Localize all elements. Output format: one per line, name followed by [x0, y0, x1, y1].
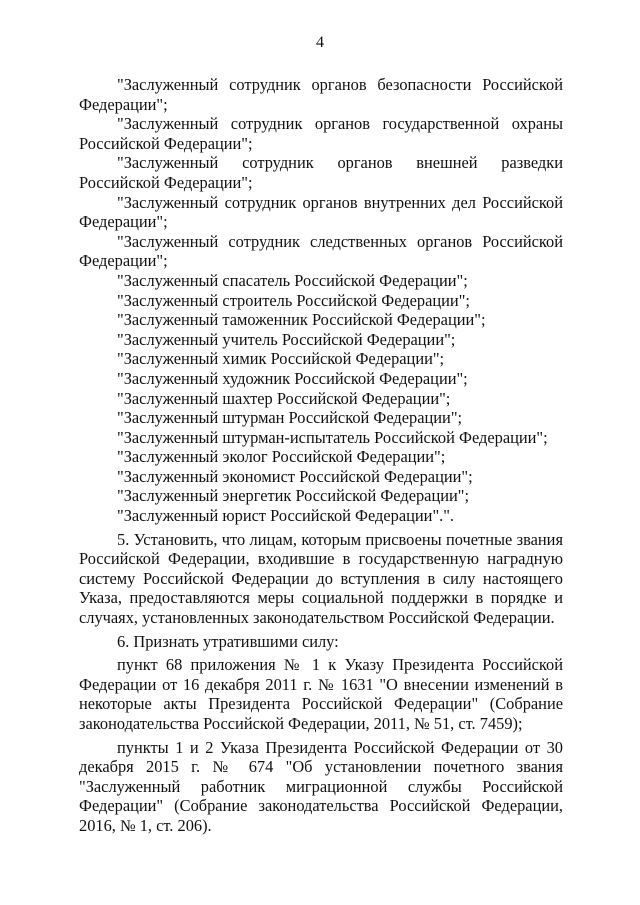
title-item: "Заслуженный эколог Российской Федерации"; — [117, 447, 446, 467]
title-item: "Заслуженный сотрудник органов внешней разведки Российской Федерации"; — [79, 153, 563, 192]
clause-6-item-1: пункт 68 приложения № 1 к Указу Президента Российской Федерации от 16 декабря 2011 г. № 1631 "О внесении изменений в некоторые акты Президента Российской Федерации" (Собрание законодательства Российской Федерации, 2011, № 51, ст. 7459); — [79, 655, 563, 733]
clause-6-item-2: пункты 1 и 2 Указа Президента Российской Федерации от 30 декабря 2015 г. № 674 "Об установлении почетного звания "Заслуженный работник миграционной службы Российской Федерации" (Собрание законодательства Российской Федерации, 2016, № 1, ст. 206). — [79, 737, 563, 835]
title-item: "Заслуженный юрист Российской Федерации".". — [117, 506, 455, 526]
title-item: "Заслуженный спасатель Российской Федерации"; — [117, 270, 468, 290]
title-item: "Заслуженный учитель Российской Федерации"; — [117, 329, 456, 349]
title-item: "Заслуженный сотрудник органов внутренних дел Российской Федерации"; — [79, 192, 563, 232]
title-item: "Заслуженный сотрудник органов государственной охраны Российской Федерации"; — [79, 114, 563, 153]
title-item: "Заслуженный шахтер Российской Федерации"; — [117, 388, 451, 408]
document-body — [79, 75, 563, 836]
title-item: "Заслуженный строитель Российской Федерации"; — [117, 290, 470, 310]
clause-5: 5. Установить, что лицам, которым присвоены почетные звания Российской Федерации, входившие в государственную наградную систему Российской Федерации до вступления в силу настоящего Указа, предоставляются меры социальной поддержки в порядке и случаях, установленных законодательством Российской Федерации. — [79, 529, 563, 628]
title-item: "Заслуженный штурман Российской Федерации"; — [117, 408, 463, 428]
page-number: 4 — [316, 34, 324, 51]
title-item: "Заслуженный художник Российской Федерации"; — [117, 368, 468, 388]
title-item: "Заслуженный штурман-испытатель Российской Федерации"; — [117, 427, 548, 447]
title-item: "Заслуженный экономист Российской Федерации"; — [117, 466, 473, 486]
title-item: "Заслуженный энергетик Российской Федерации"; — [117, 486, 469, 506]
clause-6: 6. Признать утратившими силу: — [117, 631, 339, 651]
title-item: "Заслуженный сотрудник следственных органов Российской Федерации"; — [79, 231, 563, 271]
honorary-titles-list — [79, 75, 563, 526]
title-item: "Заслуженный химик Российской Федерации"; — [117, 349, 445, 369]
title-item: "Заслуженный таможенник Российской Федерации"; — [117, 310, 486, 330]
title-item: "Заслуженный сотрудник органов безопасности Российской Федерации"; — [79, 75, 563, 114]
